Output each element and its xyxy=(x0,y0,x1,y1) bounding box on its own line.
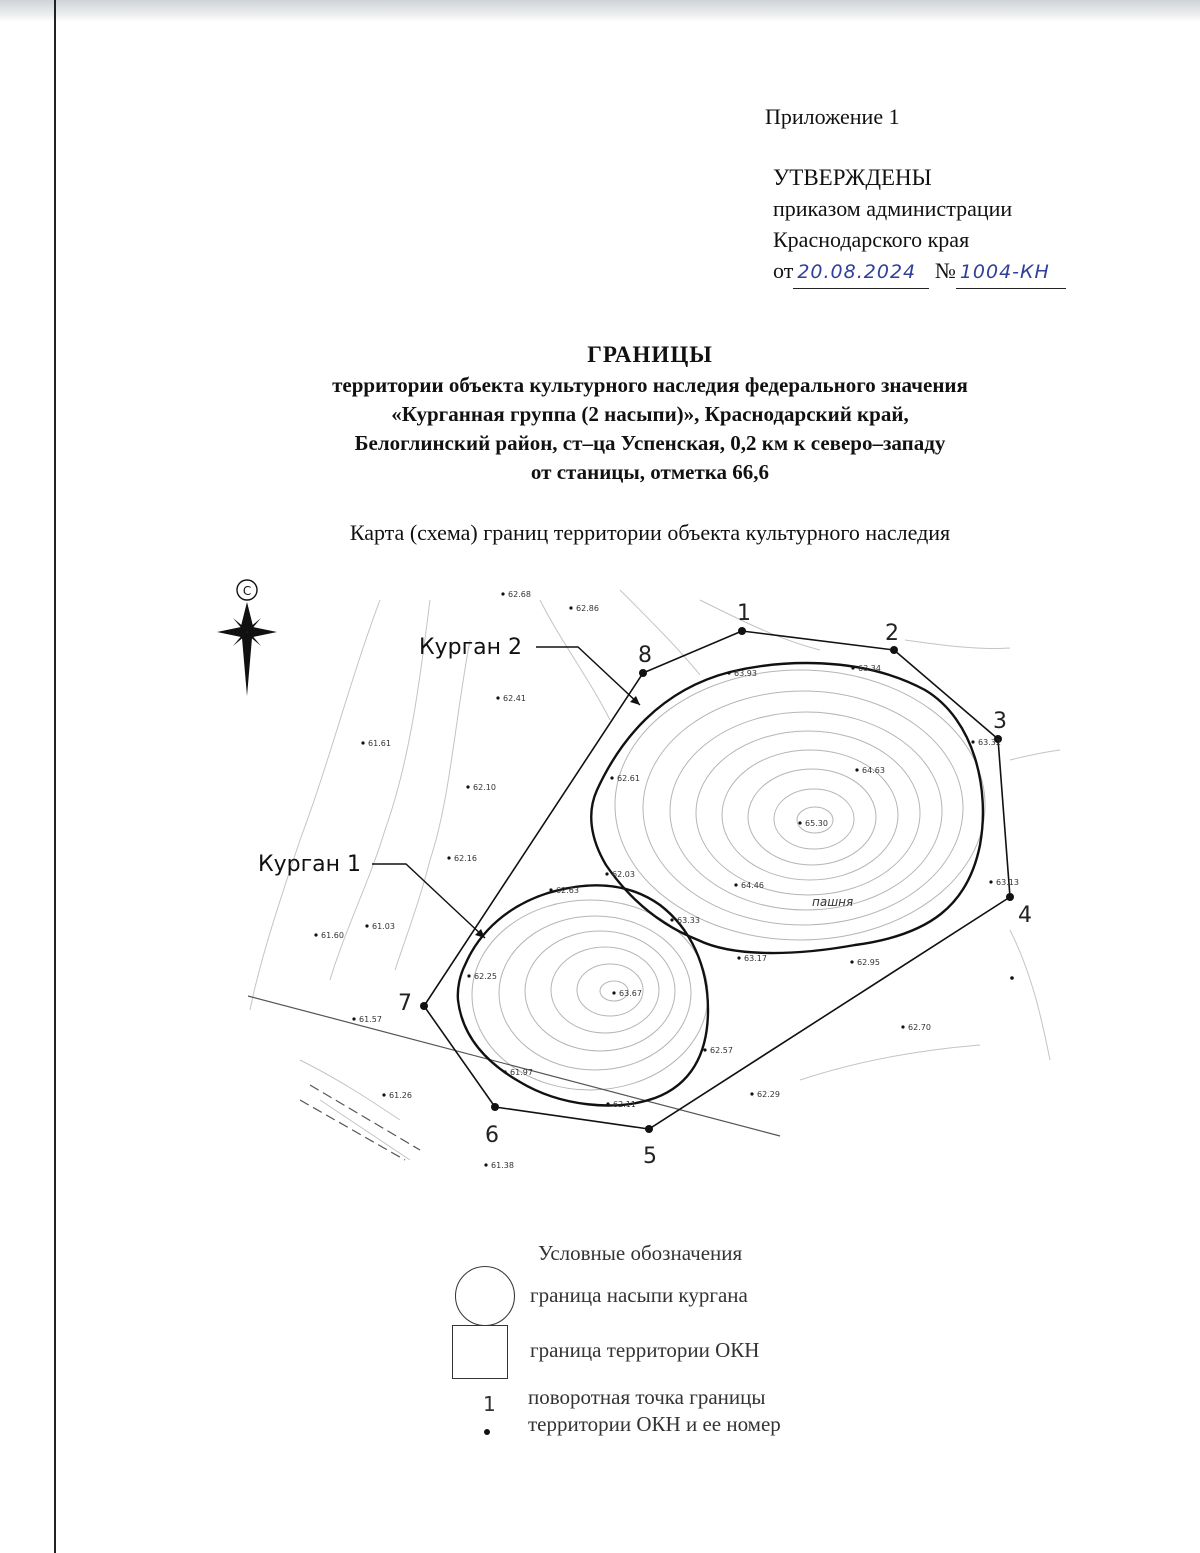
elevation-value: 62.86 xyxy=(576,604,599,613)
boundary-point-4 xyxy=(1006,893,1014,901)
elevation-value: 63.17 xyxy=(744,954,767,963)
elevation-value: 62.41 xyxy=(503,694,526,703)
elevation-dot xyxy=(606,1102,609,1105)
elevation-dot xyxy=(727,671,730,674)
legend-turning-point-line-2: территории ОКН и ее номер xyxy=(528,1412,781,1436)
turning-point-symbol-number: 1 xyxy=(483,1392,496,1416)
north-arrow-icon xyxy=(217,580,277,696)
legend-territory-boundary: граница территории ОКН xyxy=(530,1338,760,1362)
boundary-point-1 xyxy=(738,627,746,635)
elevation-value: 62.63 xyxy=(556,886,579,895)
title-line-3: «Курганная группа (2 насыпи)», Краснодарский край, xyxy=(391,402,909,426)
boundary-point-6 xyxy=(491,1103,499,1111)
elevation-value: 63.33 xyxy=(677,916,700,925)
elevation-dot xyxy=(610,776,613,779)
elevation-dot xyxy=(503,1070,506,1073)
elevation-value: 62.61 xyxy=(617,774,640,783)
date-prefix: от xyxy=(773,258,794,283)
handwritten-date: 20.08.2024 xyxy=(793,257,929,289)
elevation-value: 62.16 xyxy=(454,854,477,863)
point-number-3: 3 xyxy=(993,709,1007,734)
mound-2-contours xyxy=(615,670,985,940)
elevation-dot xyxy=(466,785,469,788)
legend-turning-point-line-1: поворотная точка границы xyxy=(528,1385,766,1409)
number-prefix: № xyxy=(934,258,956,283)
elevation-dot xyxy=(798,821,801,824)
mound-label-leaders xyxy=(372,647,640,938)
title-line-2: территории объекта культурного наследия федерального значения xyxy=(332,373,968,397)
handwritten-number: 1004-КН xyxy=(956,257,1066,289)
title-line-1: ГРАНИЦЫ xyxy=(587,342,713,367)
elevation-value: 61.61 xyxy=(368,739,391,748)
elevation-value: 61.60 xyxy=(321,931,344,940)
stray-survey-dot xyxy=(1010,976,1014,980)
elevation-dot xyxy=(484,1163,487,1166)
elevation-dot xyxy=(670,918,673,921)
appendix-label: Приложение 1 xyxy=(765,104,900,129)
mound-boundary-symbol-icon xyxy=(455,1266,515,1326)
elevation-value: 62.11 xyxy=(613,1100,636,1109)
elevation-value: 62.29 xyxy=(757,1090,780,1099)
point-number-8: 8 xyxy=(638,643,652,668)
elevation-value: 62.68 xyxy=(508,590,531,599)
elevation-value: 65.30 xyxy=(805,819,828,828)
elevation-value: 63.93 xyxy=(734,669,757,678)
elevation-dot xyxy=(850,960,853,963)
elevation-value: 62.25 xyxy=(474,972,497,981)
elevation-dot xyxy=(496,696,499,699)
elevation-dot xyxy=(703,1048,706,1051)
elevation-dot xyxy=(382,1093,385,1096)
mound-label-kurgan-1: Курган 1 xyxy=(258,852,362,877)
territory-boundary-symbol-icon xyxy=(452,1325,508,1379)
title-line-5: от станицы, отметка 66,6 xyxy=(530,460,770,484)
elevation-value: 61.97 xyxy=(510,1068,533,1077)
point-number-7: 7 xyxy=(398,991,412,1016)
order-line-1: приказом администрации xyxy=(773,196,1013,221)
boundary-point-7 xyxy=(420,1002,428,1010)
elevation-value: 63.13 xyxy=(996,878,1019,887)
elevation-dot xyxy=(314,933,317,936)
elevation-dot xyxy=(549,888,552,891)
elevation-value: 62.70 xyxy=(908,1023,931,1032)
approved-heading: УТВЕРЖДЕНЫ xyxy=(773,165,932,190)
elevation-value: 61.03 xyxy=(372,922,395,931)
map-subtitle: Карта (схема) границ территории объекта культурного наследия xyxy=(349,520,951,545)
point-number-6: 6 xyxy=(485,1123,499,1148)
elevation-dot xyxy=(569,606,572,609)
elevation-dot xyxy=(605,872,608,875)
elevation-value: 61.26 xyxy=(389,1091,412,1100)
elevation-value: 64.46 xyxy=(741,881,764,890)
turning-point-symbol-icon xyxy=(483,1392,495,1442)
elevation-dot xyxy=(734,883,737,886)
boundary-point-5 xyxy=(645,1125,653,1133)
elevation-dot xyxy=(365,924,368,927)
elevation-value: 62.03 xyxy=(612,870,635,879)
elevation-value: 62.57 xyxy=(710,1046,733,1055)
elevation-value: 62.95 xyxy=(857,958,880,967)
point-number-5: 5 xyxy=(643,1144,657,1169)
legend-title: Условные обозначения xyxy=(538,1241,743,1265)
elevation-dot xyxy=(467,974,470,977)
boundary-point-8 xyxy=(639,669,647,677)
legend-turning-point xyxy=(528,1384,781,1438)
elevation-value: 64.63 xyxy=(862,766,885,775)
order-line-2: Краснодарского края xyxy=(773,227,970,252)
elevation-value: 61.38 xyxy=(491,1161,514,1170)
elevation-value: 62.10 xyxy=(473,783,496,792)
elevation-value: 63.34 xyxy=(858,664,881,673)
title-line-4: Белоглинский район, ст–ца Успенская, 0,2 км к северо–западу xyxy=(354,431,946,455)
point-number-1: 1 xyxy=(737,601,751,626)
elevation-dot xyxy=(855,768,858,771)
legend-mound-boundary: граница насыпи кургана xyxy=(530,1283,748,1307)
elevation-dot xyxy=(361,741,364,744)
elevation-dot xyxy=(737,956,740,959)
point-number-2: 2 xyxy=(885,621,899,646)
elevation-value: 63.67 xyxy=(619,989,642,998)
land-label-arable: пашня xyxy=(812,895,854,909)
elevation-dot xyxy=(971,740,974,743)
elevation-value: 61.57 xyxy=(359,1015,382,1024)
mound-label-kurgan-2: Курган 2 xyxy=(419,635,523,660)
elevation-dot xyxy=(989,880,992,883)
mound-1-boundary xyxy=(458,885,708,1105)
elevation-dot xyxy=(612,991,615,994)
elevation-dot xyxy=(750,1092,753,1095)
point-number-4: 4 xyxy=(1018,903,1032,928)
elevation-dot xyxy=(447,856,450,859)
elevation-dot xyxy=(901,1025,904,1028)
elevation-dot xyxy=(501,592,504,595)
elevation-dot xyxy=(352,1017,355,1020)
north-arrow-letter: С xyxy=(242,584,252,598)
boundary-point-2 xyxy=(890,646,898,654)
elevation-dot xyxy=(851,666,854,669)
turning-point-symbol-dot xyxy=(484,1429,490,1435)
elevation-value: 63.32 xyxy=(978,738,1001,747)
